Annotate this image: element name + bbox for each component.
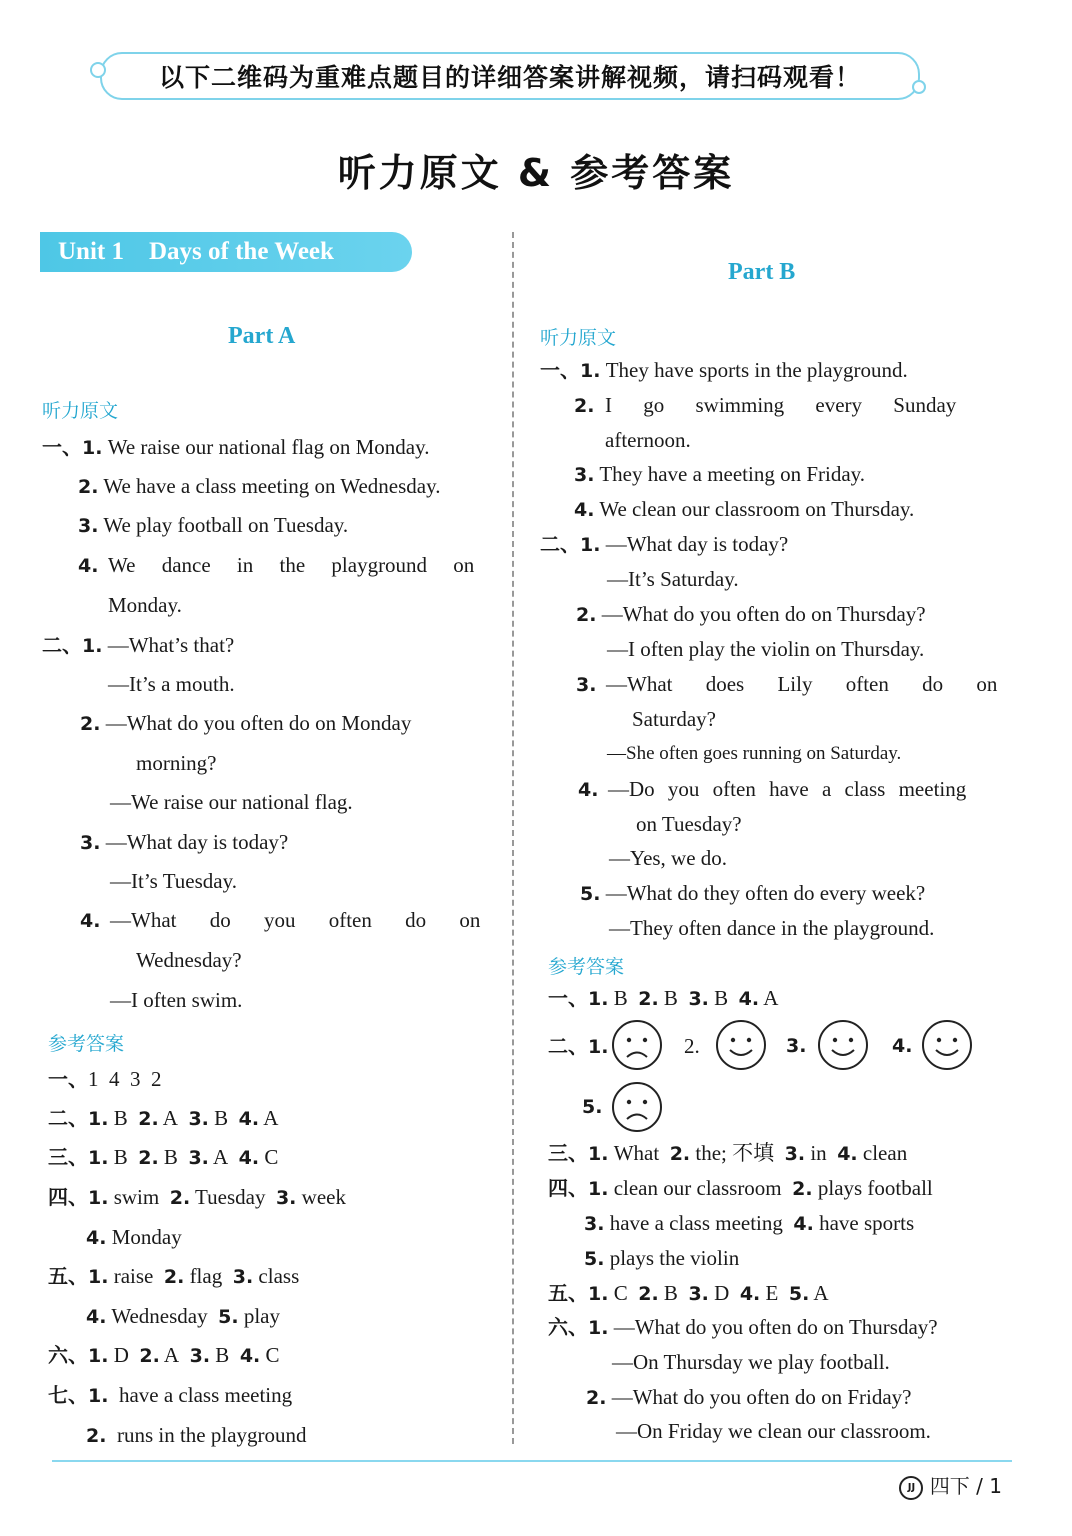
right-s2-question: —Do you often have a class meeting <box>608 777 967 801</box>
right-answer-row: 2. —What do you often do on Friday? <box>586 1385 912 1409</box>
top-banner <box>100 52 920 100</box>
column-divider <box>512 232 514 1444</box>
page-title: 听力原文 & 参考答案 <box>337 151 735 195</box>
left-answer-row: 4. Wednesday 5. play <box>86 1304 280 1328</box>
right-answer-row: 四、1. clean our classroom 2. plays football <box>548 1176 933 1200</box>
left-s1-item: 3. We play football on Tuesday. <box>78 513 349 537</box>
right-s2-item: 5. —What do they often do every week? <box>580 881 926 905</box>
left-s2-answer: —I often swim. <box>110 988 243 1012</box>
right-answer-row: 5. plays the violin <box>584 1246 740 1270</box>
right-s1-item: 一、1. They have sports in the playground. <box>540 358 908 382</box>
right-s2-question-cont: Saturday? <box>632 707 716 731</box>
right-s2-answer: —It’s Saturday. <box>607 567 739 591</box>
right-s2-answer: —She often goes running on Saturday. <box>607 743 902 764</box>
sad-face-icon <box>610 1080 664 1134</box>
happy-face-icon <box>714 1018 768 1072</box>
left-answer-row: 七、1. have a class meeting <box>48 1383 293 1407</box>
left-s2-question-cont: Wednesday? <box>136 948 242 972</box>
left-script-label: 听力原文 <box>42 400 119 422</box>
banner-text: 以下二维码为重难点题目的详细答案讲解视频，请扫码观看！ <box>158 63 861 92</box>
left-s2-item: 3. —What day is today? <box>80 830 289 854</box>
left-s2-answer: —It’s a mouth. <box>108 672 235 696</box>
footer-line <box>52 1460 1012 1462</box>
left-answer-row: 六、1. D 2. A 3. B 4. C <box>48 1343 280 1367</box>
left-answer-row: 二、1. B 2. A 3. B 4. A <box>48 1106 279 1130</box>
right-answer-num: 2. <box>684 1034 700 1058</box>
banner-decoration <box>912 80 926 94</box>
right-answer-row: 二、1. <box>548 1034 609 1058</box>
footer-label <box>899 1470 1002 1500</box>
left-s1-item: 2. We have a class meeting on Wednesday. <box>78 474 441 498</box>
right-answer-row: 六、1. —What do you often do on Thursday? <box>548 1315 938 1339</box>
right-answer-row: 3. have a class meeting 4. have sports <box>584 1211 915 1235</box>
right-s2-item: 3. <box>576 674 597 696</box>
left-answer-label: 参考答案 <box>48 1033 125 1055</box>
right-s2-item: 2. —What do you often do on Thursday? <box>576 602 926 626</box>
right-s1-item-text: I go swimming every Sunday <box>605 393 957 417</box>
right-s2-question: —What does Lily often do on <box>606 672 998 696</box>
banner-decoration <box>90 62 106 78</box>
sad-face-icon <box>610 1018 664 1072</box>
left-s2-question: —What do you often do on <box>110 908 481 932</box>
left-s1-item: 一、1. We raise our national flag on Monday. <box>42 435 430 459</box>
left-answer-row: 2. runs in the playground <box>86 1423 307 1447</box>
left-s1-item-text: Monday. <box>108 593 182 617</box>
left-answer-row: 三、1. B 2. B 3. A 4. C <box>48 1145 279 1169</box>
left-s1-item: 4. <box>78 555 99 577</box>
right-s2-item: 二、1. —What day is today? <box>540 532 789 556</box>
left-s2-question-cont: morning? <box>136 751 217 775</box>
right-s1-item: 2. <box>574 395 595 417</box>
part-a-title: Part A <box>228 323 296 349</box>
right-answer-row: —On Thursday we play football. <box>612 1350 890 1374</box>
left-s2-answer: —It’s Tuesday. <box>110 869 237 893</box>
right-s1-item: 4. We clean our classroom on Thursday. <box>574 497 915 521</box>
edition-badge: JJ <box>899 1476 923 1500</box>
right-s2-answer: —Yes, we do. <box>609 846 728 870</box>
left-s2-answer: —We raise our national flag. <box>110 790 353 814</box>
left-s2-item: 二、1. —What’s that? <box>42 633 235 657</box>
happy-face-icon <box>920 1018 974 1072</box>
right-answer-num: 5. <box>582 1096 603 1118</box>
right-s2-answer: —They often dance in the playground. <box>609 916 935 940</box>
left-answer-row: 四、1. swim 2. Tuesday 3. week <box>48 1185 346 1209</box>
right-answer-num: 4. <box>892 1035 913 1057</box>
right-script-label: 听力原文 <box>540 327 617 349</box>
right-answer-label: 参考答案 <box>548 956 625 978</box>
left-answer-row: 一、1 4 3 2 <box>48 1067 162 1091</box>
left-s2-item: 4. <box>80 910 101 932</box>
right-answer-row: 五、1. C 2. B 3. D 4. E 5. A <box>548 1281 829 1305</box>
left-s1-item-text: We dance in the playground on <box>108 553 475 577</box>
left-answer-row: 4. Monday <box>86 1225 182 1249</box>
grade-page: 四下 / 1 <box>929 1474 1002 1498</box>
right-s2-answer: —I often play the violin on Thursday. <box>607 637 925 661</box>
left-answer-row: 五、1. raise 2. flag 3. class <box>48 1264 300 1288</box>
part-b-title: Part B <box>728 259 796 285</box>
right-answer-num: 3. <box>786 1035 807 1057</box>
unit-title: Unit 1 Days of the Week <box>40 232 412 272</box>
right-answer-row: —On Friday we clean our classroom. <box>616 1419 931 1443</box>
right-s1-item-text: afternoon. <box>605 428 691 452</box>
right-answer-row: 一、1. B 2. B 3. B 4. A <box>548 986 779 1010</box>
right-s2-item: 4. <box>578 779 599 801</box>
right-s1-item: 3. They have a meeting on Friday. <box>574 462 866 486</box>
right-s2-question-cont: on Tuesday? <box>636 812 742 836</box>
right-answer-row: 三、1. What 2. the; 不填 3. in 4. clean <box>548 1141 908 1165</box>
happy-face-icon <box>816 1018 870 1072</box>
left-s2-item: 2. —What do you often do on Monday <box>80 711 412 735</box>
